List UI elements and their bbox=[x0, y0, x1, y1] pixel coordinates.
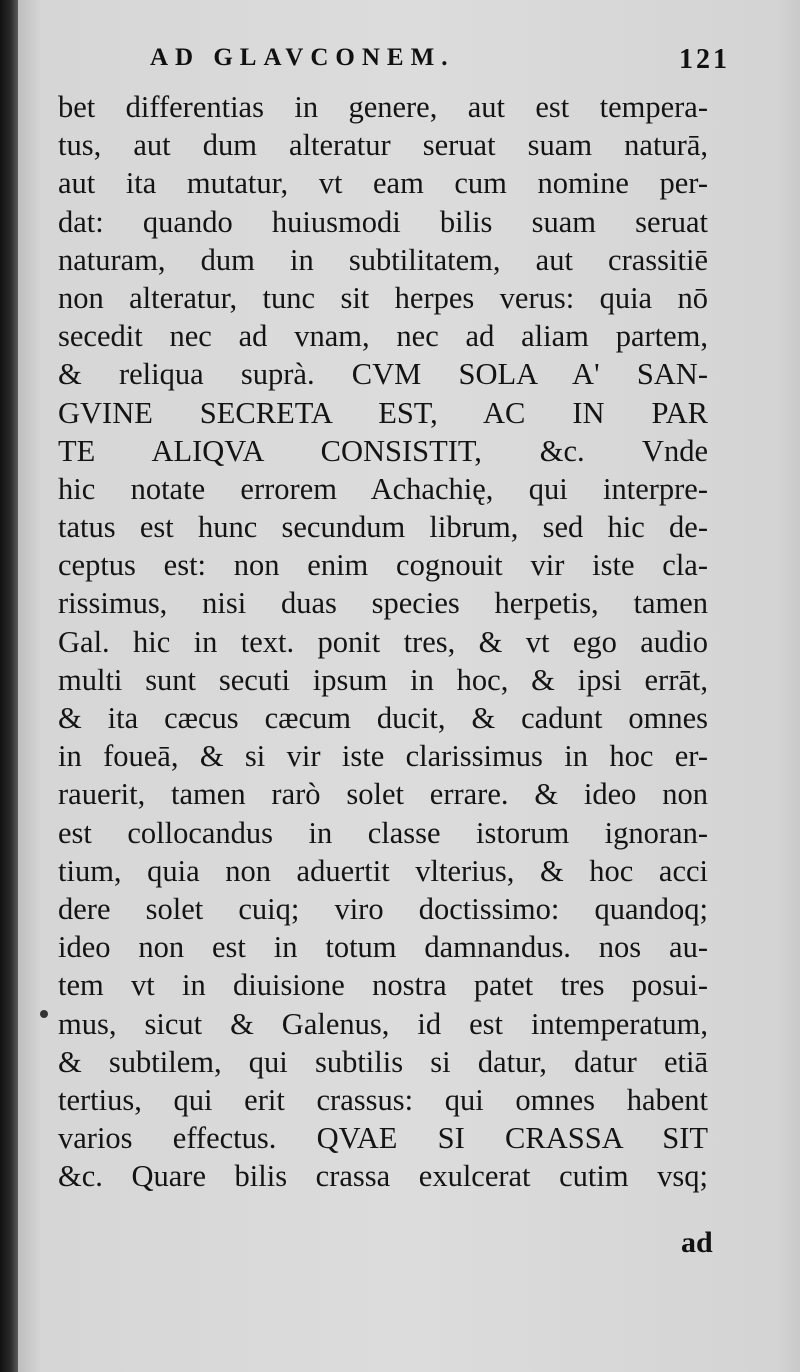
text-line: multi sunt secuti ipsum in hoc, & ipsi errāt, bbox=[58, 662, 708, 697]
text-line: ideo non est in totum damnandus. nos au- bbox=[58, 930, 708, 965]
text-line: hic notate errorem Achachię, qui interpre- bbox=[58, 471, 708, 506]
page-number: 121 bbox=[679, 44, 730, 75]
text-line: rauerit, tamen rarò solet errare. & ideo non bbox=[58, 777, 708, 812]
ink-mark bbox=[40, 1010, 48, 1018]
text-line: tus, aut dum alteratur seruat suam naturā, bbox=[58, 128, 708, 163]
book-spine-shadow bbox=[0, 0, 18, 1372]
text-line: in foueā, & si vir iste clarissimus in hoc er- bbox=[58, 739, 708, 774]
text-line: GVINE SECRETA EST, AC IN PAR bbox=[58, 395, 708, 430]
text-line: ceptus est: non enim cognouit vir iste cla- bbox=[58, 548, 708, 583]
text-line: & reliqua suprà. CVM SOLA A' SAN- bbox=[58, 357, 708, 392]
page-header bbox=[150, 44, 730, 84]
text-line: tatus est hunc secundum librum, sed hic de- bbox=[58, 510, 708, 545]
text-line: Gal. hic in text. ponit tres, & vt ego audio bbox=[58, 624, 708, 659]
text-line: & subtilem, qui subtilis si datur, datur etiā bbox=[58, 1044, 708, 1079]
text-line: est collocandus in classe istorum ignoran- bbox=[58, 815, 708, 850]
text-line: mus, sicut & Galenus, id est intemperatum, bbox=[58, 1006, 708, 1041]
catchword: ad bbox=[681, 1226, 713, 1259]
text-line: dat: quando huiusmodi bilis suam seruat bbox=[58, 204, 708, 239]
text-line: naturam, dum in subtilitatem, aut crassitiē bbox=[58, 242, 708, 277]
text-line: TE ALIQVA CONSISTIT, &c. Vnde bbox=[58, 433, 708, 468]
running-head: AD GLAVCONEM. bbox=[150, 44, 455, 71]
text-line: varios effectus. QVAE SI CRASSA SIT bbox=[58, 1121, 708, 1156]
text-line: tium, quia non aduertit vlterius, & hoc acci bbox=[58, 853, 708, 888]
text-line: aut ita mutatur, vt eam cum nomine per- bbox=[58, 166, 708, 201]
text-line: &c. Quare bilis crassa exulcerat cutim vsq; bbox=[58, 1159, 708, 1194]
body-text bbox=[58, 88, 708, 1195]
text-line: bet differentias in genere, aut est tempera- bbox=[58, 90, 708, 124]
text-line: rissimus, nisi duas species herpetis, tamen bbox=[58, 586, 708, 621]
text-line: & ita cæcus cæcum ducit, & cadunt omnes bbox=[58, 701, 708, 735]
text-line: tem vt in diuisione nostra patet tres posui- bbox=[58, 968, 708, 1003]
text-line: dere solet cuiq; viro doctissimo: quandoq; bbox=[58, 891, 708, 926]
text-line: secedit nec ad vnam, nec ad aliam partem, bbox=[58, 319, 708, 354]
text-line: non alteratur, tunc sit herpes verus: quia nō bbox=[58, 280, 708, 315]
text-line: tertius, qui erit crassus: qui omnes habent bbox=[58, 1082, 708, 1117]
